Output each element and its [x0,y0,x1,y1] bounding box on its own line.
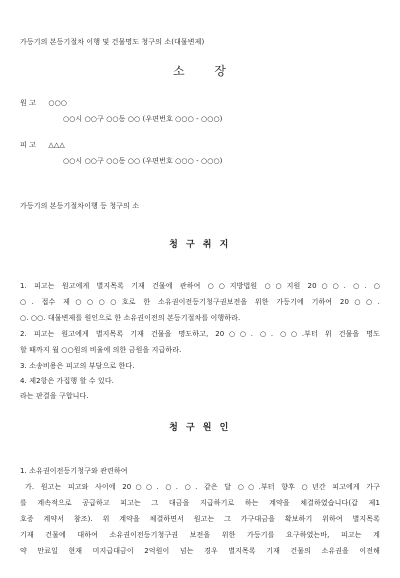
plaintiff-address: ○○시 ○○구 ○○동 ○○ (우편번호 ○○○ - ○○○) [63,115,223,123]
document-header: 가등기의 본등기절차 이행 및 건물명도 청구의 소(대물변제) [20,38,205,46]
document-title: 소 장 [173,64,227,78]
plaintiff-name: ○○○ [48,99,68,107]
claim-cause-line: 약 만료일 현재 미지급대금이 2억원이 넘는 경우 별지목록 기재 건물의 소유권을 이전해 [20,547,380,555]
case-name: 가등기의 본등기절차이행 등 청구의 소 [20,202,140,210]
claim-cause-line: 호증 계약서 참조). 위 계약을 체결하면서 원고는 그 가구대금을 확보하기 위하여 별지목록 [20,515,380,523]
claim-purpose-line: ○. ○○. 대물변제를 원인으로 한 소유권이전의 본등기절차를 이행하라. [20,314,241,322]
defendant-label [20,141,65,150]
claim-purpose-line: ○. 접수 제○○○○호로 한 소유권이전등기청구권보전을 위한 가등기에 기하여 20○○. [20,298,380,306]
claim-purpose-line: 2. 피고는 원고에게 별지목록 기재 건물을 명도하고, 20○○. ○. ○○.부터 위 건물을 명도 [20,330,380,338]
claim-purpose-line: 할 때까지 월 ○○원의 비율에 의한 금원을 지급하라. [20,346,182,354]
plaintiff-label-text: 원 고 [20,99,37,107]
claim-purpose-line: 라는 판결을 구합니다. [20,392,89,400]
claim-cause-line: 1. 소유권이전등기청구와 관련하여 [20,467,128,475]
claim-cause-line: 가. 원고는 피고와 사이에 20○○. ○. ○. 같은 달 ○○.부터 향후 ○년간 피고에게 가구 [25,483,380,491]
claim-cause-line: 를 계속적으로 공급하고 피고는 그 대금을 지급하기로 하는 계약을 체결하였습니다(갑 제1 [20,499,380,507]
defendant-label-text: 피 고 [20,141,37,149]
claim-purpose-line: 3. 소송비용은 피고의 부담으로 한다. [20,362,135,370]
defendant-name: △△△ [48,141,65,149]
defendant-address: ○○시 ○○구 ○○동 ○○ (우편번호 ○○○ - ○○○) [63,157,223,165]
claim-cause-line: 기재 건물에 대하여 소유권이전등기청구권 보전을 위한 가등기를 요구하였는바, 피고는 계 [20,531,380,539]
claim-purpose-line: 4. 제2항은 가집행 할 수 있다. [20,377,115,385]
plaintiff-label [20,99,67,108]
claim-purpose-heading: 청 구 취 지 [169,240,231,250]
claim-purpose-line: 1. 피고는 원고에게 별지목록 기재 건물에 관하여 ○○지방법원 ○○지원 20○○. ○. ○ [20,282,380,290]
claim-cause-heading: 청 구 원 인 [169,423,231,433]
